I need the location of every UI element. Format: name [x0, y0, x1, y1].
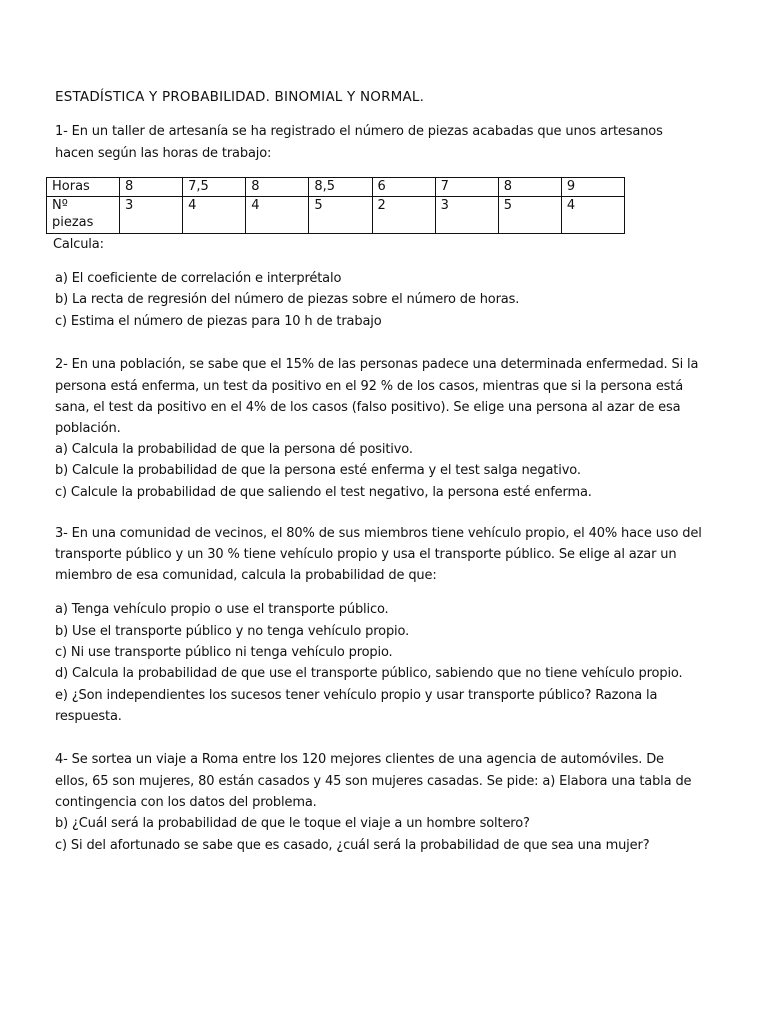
q3-item: b) Use el transporte público y no tenga vehículo propio. — [55, 624, 410, 639]
row-label: Horas — [47, 178, 120, 197]
table-row — [47, 197, 625, 234]
q3-text-line: miembro de esa comunidad, calcula la probabilidad de que: — [55, 568, 437, 583]
q2-text-line: población. — [55, 421, 121, 436]
q3-item: a) Tenga vehículo propio o use el transporte público. — [55, 602, 389, 617]
table-cell: 7 — [435, 178, 498, 197]
table-cell: 8 — [120, 178, 183, 197]
table-cell: 4 — [561, 197, 624, 234]
q2-item: b) Calcule la probabilidad de que la persona esté enferma y el test salga negativo. — [55, 463, 581, 478]
q2-item: c) Calcule la probabilidad de que saliendo el test negativo, la persona esté enferma. — [55, 485, 592, 500]
q1-item: a) El coeficiente de correlación e interprétalo — [55, 271, 342, 286]
table-cell: 8 — [498, 178, 561, 197]
q3-text-line: transporte público y un 30 % tiene vehículo propio y usa el transporte público. Se elige al azar un — [55, 547, 677, 562]
q3-item: c) Ni use transporte público ni tenga vehículo propio. — [55, 645, 393, 660]
q4-text-line: ellos, 65 son mujeres, 80 están casados y 45 son mujeres casadas. Se pide: a) Elabora una tabla de — [55, 774, 692, 789]
q3-item: e) ¿Son independientes los sucesos tener vehículo propio y usar transporte público? Razona la — [55, 688, 658, 703]
q4-item: b) ¿Cuál será la probabilidad de que le toque el viaje a un hombre soltero? — [55, 816, 530, 831]
table-cell: 3 — [120, 197, 183, 234]
q1-text-line: hacen según las horas de trabajo: — [55, 146, 272, 161]
table-cell: 4 — [246, 197, 309, 234]
q2-text-line: 2- En una población, se sabe que el 15% de las personas padece una determinada enfermedad. Si la — [55, 357, 699, 372]
table-cell: 6 — [372, 178, 435, 197]
table-cell: 5 — [309, 197, 372, 234]
table-cell: 8,5 — [309, 178, 372, 197]
calcula-label: Calcula: — [53, 237, 104, 252]
q1-item: c) Estima el número de piezas para 10 h de trabajo — [55, 314, 382, 329]
q2-text-line: persona está enferma, un test da positivo en el 92 % de los casos, mientras que si la persona está — [55, 379, 684, 394]
q3-item: d) Calcula la probabilidad de que use el transporte público, sabiendo que no tiene vehículo propio. — [55, 666, 683, 681]
table-cell: 4 — [183, 197, 246, 234]
q2-item: a) Calcula la probabilidad de que la persona dé positivo. — [55, 442, 413, 457]
q4-text-line: 4- Se sortea un viaje a Roma entre los 120 mejores clientes de una agencia de automóviles. De — [55, 752, 664, 767]
row-label: Nº piezas — [47, 197, 120, 234]
data-table — [46, 177, 625, 234]
table-row — [47, 178, 625, 197]
q4-text-line: contingencia con los datos del problema. — [55, 795, 317, 810]
q4-item: c) Si del afortunado se sabe que es casado, ¿cuál será la probabilidad de que sea una mujer? — [55, 838, 650, 853]
q1-text-line: 1- En un taller de artesanía se ha registrado el número de piezas acabadas que unos artesanos — [55, 124, 663, 139]
table-cell: 2 — [372, 197, 435, 234]
q3-text-line: 3- En una comunidad de vecinos, el 80% de sus miembros tiene vehículo propio, el 40% hace uso del — [55, 526, 702, 541]
q2-text-line: sana, el test da positivo en el 4% de los casos (falso positivo). Se elige una persona al azar de esa — [55, 400, 681, 415]
table-cell: 9 — [561, 178, 624, 197]
table-cell: 5 — [498, 197, 561, 234]
q3-item: respuesta. — [55, 709, 122, 724]
page-title: ESTADÍSTICA Y PROBABILIDAD. BINOMIAL Y NORMAL. — [55, 89, 425, 105]
table-cell: 3 — [435, 197, 498, 234]
table-cell: 8 — [246, 178, 309, 197]
q1-item: b) La recta de regresión del número de piezas sobre el número de horas. — [55, 292, 520, 307]
table-cell: 7,5 — [183, 178, 246, 197]
